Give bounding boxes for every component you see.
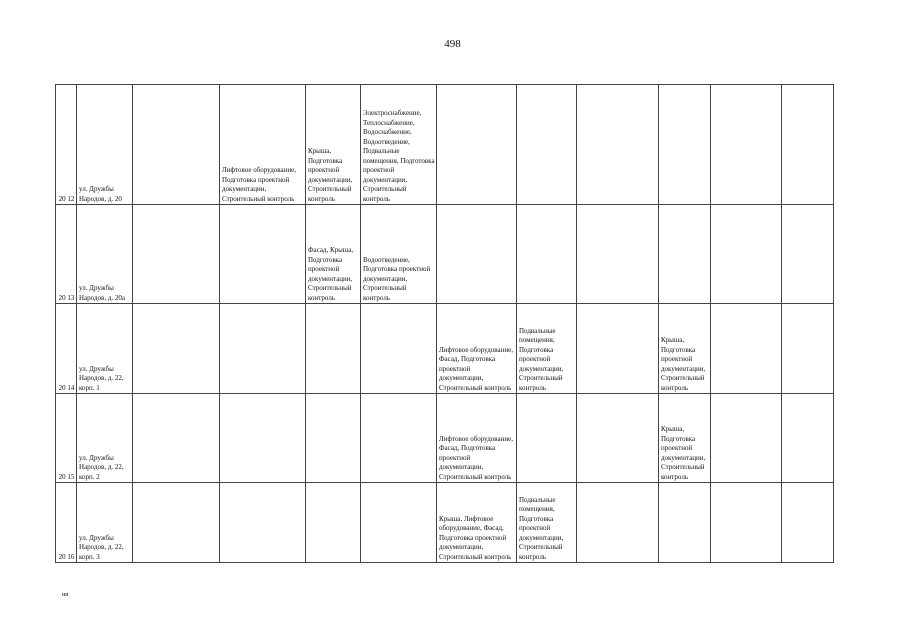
- work-cell: Лифтовое оборудование, Фасад, Подготовка проектной документации, Строительный контроль: [437, 394, 517, 483]
- work-cell: [220, 483, 306, 563]
- work-cell: [361, 304, 437, 394]
- work-cell: Фасад, Крыша, Подготовка проектной документации, Строительный контроль: [306, 205, 361, 304]
- address-cell: ул. Дружбы Народов, д. 22, корп. 2: [77, 394, 133, 483]
- address-cell: ул. Дружбы Народов, д. 22, корп. 1: [77, 304, 133, 394]
- work-cell: [517, 85, 577, 205]
- work-cell: [517, 394, 577, 483]
- work-cell: Лифтовое оборудование, Фасад, Подготовка проектной документации, Строительный контроль: [437, 304, 517, 394]
- work-cell: Крыша, Лифтовое оборудование, Фасад, Подготовка проектной документации, Строительный контроль: [437, 483, 517, 563]
- work-cell: Подвальные помещения, Подготовка проектной документации, Строительный контроль: [517, 304, 577, 394]
- works-table: [55, 84, 834, 563]
- empty-cell: [782, 205, 834, 304]
- work-cell: [437, 85, 517, 205]
- work-cell: Крыша, Подготовка проектной документации, Строительный контроль: [659, 304, 711, 394]
- empty-cell: [577, 394, 659, 483]
- empty-cell: [711, 394, 782, 483]
- empty-cell: [711, 304, 782, 394]
- empty-cell: [782, 304, 834, 394]
- table-row: [56, 304, 834, 394]
- empty-cell: [782, 483, 834, 563]
- work-cell: [220, 394, 306, 483]
- work-cell: Крыша, Подготовка проектной документации, Строительный контроль: [659, 394, 711, 483]
- work-cell: [306, 483, 361, 563]
- empty-cell: [133, 483, 220, 563]
- row-number: 20 13: [56, 205, 77, 304]
- empty-cell: [133, 85, 220, 205]
- empty-cell: [711, 85, 782, 205]
- table-row: [56, 394, 834, 483]
- empty-cell: [577, 304, 659, 394]
- empty-cell: [133, 394, 220, 483]
- table-row: [56, 85, 834, 205]
- work-cell: Подвальные помещения, Подготовка проектной документации, Строительный контроль: [517, 483, 577, 563]
- work-cell: Крыша, Подготовка проектной документации, Строительный контроль: [306, 85, 361, 205]
- work-cell: Водоотведение, Подготовка проектной документации, Строительный контроль: [361, 205, 437, 304]
- work-cell: [361, 483, 437, 563]
- work-cell: [659, 85, 711, 205]
- work-cell: [659, 483, 711, 563]
- row-number: 20 12: [56, 85, 77, 205]
- work-cell: Электроснабжение, Теплоснабжение, Водоснабжение, Водоотведение, Подвальные помещения, Подготовка проектной документации, Строительный контроль: [361, 85, 437, 205]
- work-cell: [517, 205, 577, 304]
- work-cell: [437, 205, 517, 304]
- empty-cell: [133, 304, 220, 394]
- address-cell: ул. Дружбы Народов, д. 22, корп. 3: [77, 483, 133, 563]
- table-row: [56, 205, 834, 304]
- empty-cell: [711, 483, 782, 563]
- work-cell: [220, 205, 306, 304]
- address-cell: ул. Дружбы Народов, д. 20а: [77, 205, 133, 304]
- work-cell: Лифтовое оборудование, Подготовка проектной документации, Строительный контроль: [220, 85, 306, 205]
- empty-cell: [577, 85, 659, 205]
- empty-cell: [782, 394, 834, 483]
- work-cell: [306, 304, 361, 394]
- empty-cell: [133, 205, 220, 304]
- row-number: 20 14: [56, 304, 77, 394]
- work-cell: [659, 205, 711, 304]
- work-cell: [306, 394, 361, 483]
- row-number: 20 15: [56, 394, 77, 483]
- work-cell: [361, 394, 437, 483]
- address-cell: ул. Дружбы Народов, д. 20: [77, 85, 133, 205]
- page-number: 498: [444, 38, 461, 50]
- work-cell: [220, 304, 306, 394]
- empty-cell: [782, 85, 834, 205]
- empty-cell: [577, 205, 659, 304]
- table-row: [56, 483, 834, 563]
- empty-cell: [577, 483, 659, 563]
- footer-mark: ии: [62, 592, 69, 598]
- row-number: 20 16: [56, 483, 77, 563]
- empty-cell: [711, 205, 782, 304]
